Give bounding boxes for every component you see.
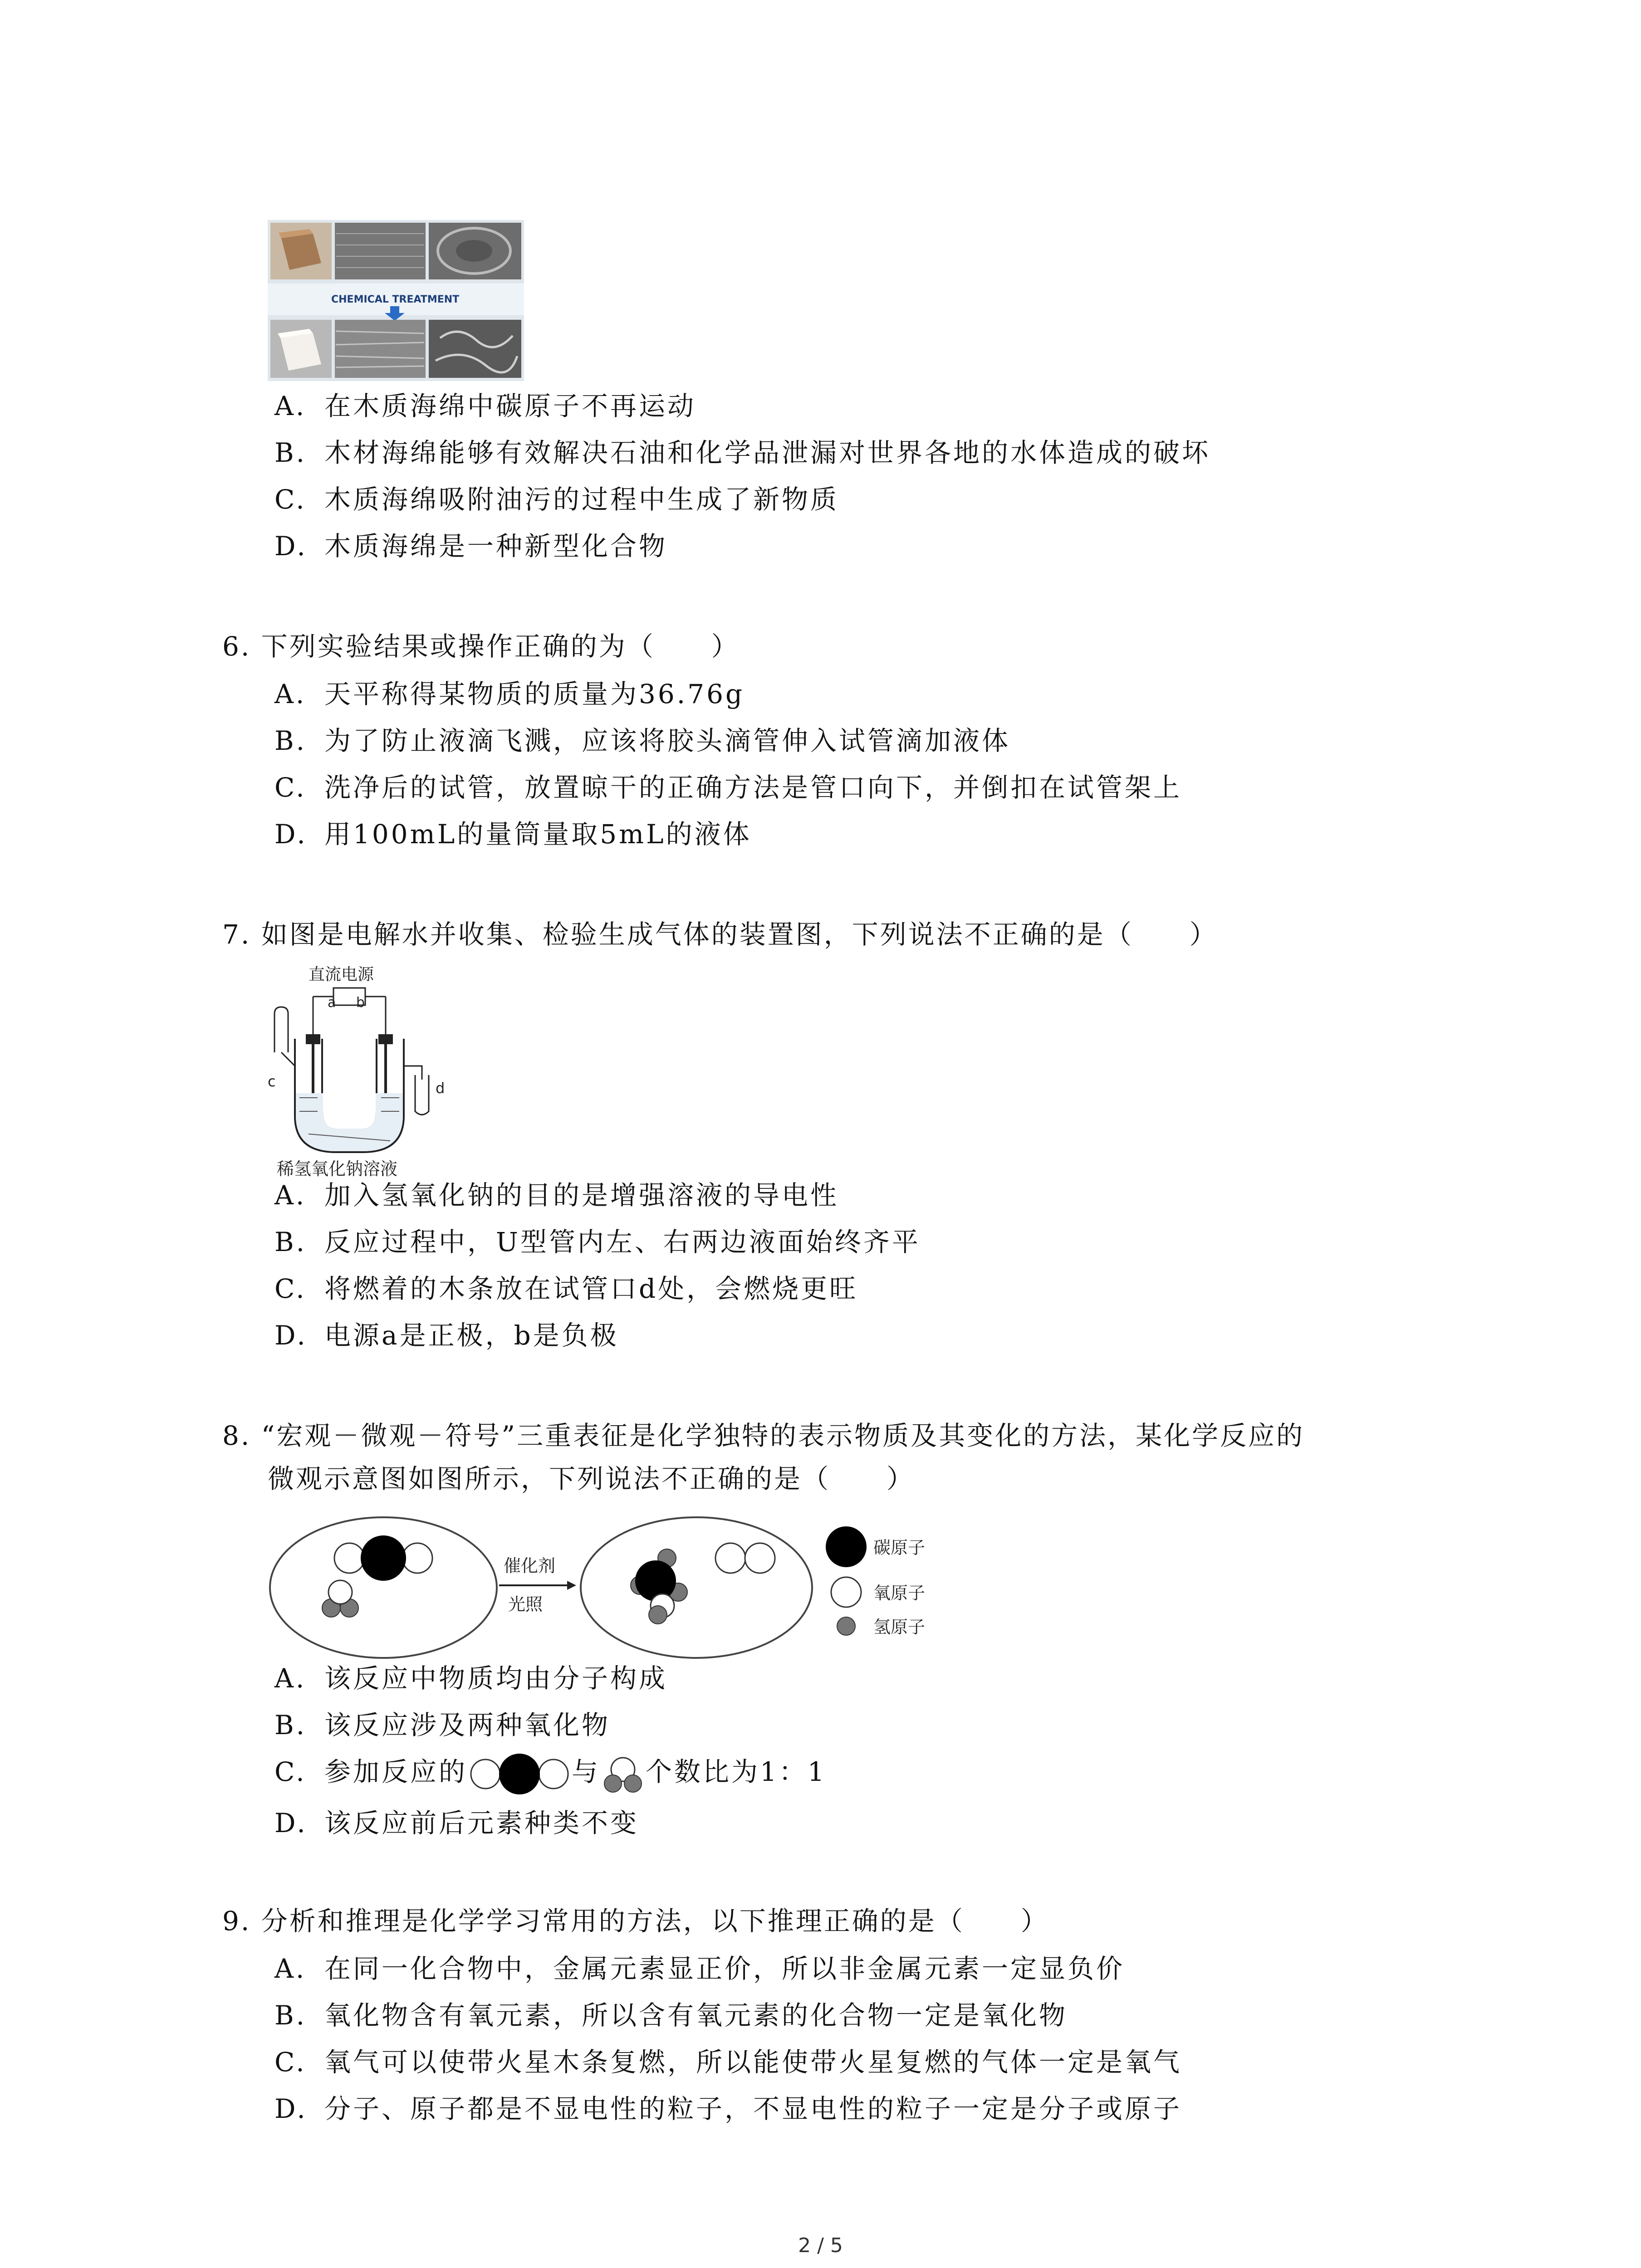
label-c: c [268, 1073, 276, 1090]
page-number: 2 / 5 [798, 2234, 843, 2257]
q6-title: 6. 下列实验结果或操作正确的为（ ） [222, 631, 740, 662]
q8-option-c: C. 参加反应的 与 个数比为1：1 [274, 1754, 827, 1794]
electrode-a-label: a [328, 995, 336, 1011]
q9-option-d: D. 分子、原子都是不显电性的粒子，不显电性的粒子一定是分子或原子 [274, 2093, 1182, 2124]
q9-title: 9. 分析和推理是化学学习常用的方法，以下推理正确的是（ ） [222, 1906, 1049, 1936]
q9-option-b: B. 氧化物含有氧元素，所以含有氧元素的化合物一定是氧化物 [274, 2000, 1068, 2031]
legend-carbon: 碳原子 [873, 1538, 926, 1558]
q6-option-c: C. 洗净后的试管，放置晾干的正确方法是管口向下，并倒扣在试管架上 [274, 772, 1182, 803]
q8-title-line1: 8. “宏观－微观－符号”三重表征是化学独特的表示物质及其变化的方法，某化学反应的 [222, 1420, 1305, 1451]
q6-option-d: D. 用100mL的量筒量取5mL的液体 [274, 819, 752, 850]
q5-option-b: B. 木材海绵能够有效解决石油和化学品泄漏对世界各地的水体造成的破坏 [274, 437, 1211, 468]
q8-title-line2: 微观示意图如图所示，下列说法不正确的是（ ） [268, 1463, 915, 1494]
electrolysis-apparatus-diagram [268, 962, 458, 1179]
condition-top: 催化剂 [504, 1556, 556, 1576]
q7-option-c: C. 将燃着的木条放在试管口d处，会燃烧更旺 [274, 1273, 858, 1304]
legend-oxygen: 氧原子 [873, 1583, 926, 1603]
water-molecule-icon [600, 1754, 646, 1794]
q8-option-a: A. 该反应中物质均由分子构成 [274, 1663, 668, 1694]
wood-sponge-photo [268, 220, 524, 381]
q7-title: 7. 如图是电解水并收集、检验生成气体的装置图，下列说法不正确的是（ ） [222, 919, 1218, 950]
q5-option-c: C. 木质海绵吸附油污的过程中生成了新物质 [274, 484, 839, 515]
co2-molecule-icon [467, 1754, 572, 1794]
power-label: 直流电源 [309, 965, 374, 984]
q6-option-a: A. 天平称得某物质的质量为36.76g [274, 679, 745, 709]
solution-label: 稀氢氧化钠溶液 [277, 1159, 398, 1179]
legend-hydrogen: 氢原子 [873, 1617, 926, 1637]
q9-option-a: A. 在同一化合物中，金属元素显正价，所以非金属元素一定显负价 [274, 1953, 1125, 1984]
label-d: d [436, 1080, 445, 1097]
q5-option-d: D. 木质海绵是一种新型化合物 [274, 531, 668, 562]
q7-option-a: A. 加入氢氧化钠的目的是增强溶液的导电性 [274, 1180, 839, 1211]
q8-option-b: B. 该反应涉及两种氧化物 [274, 1710, 611, 1740]
q7-option-d: D. 电源a是正极，b是负极 [274, 1320, 619, 1351]
q6-option-b: B. 为了防止液滴飞溅，应该将胶头滴管伸入试管滴加液体 [274, 725, 1011, 756]
q9-option-c: C. 氧气可以使带火星木条复燃，所以能使带火星复燃的气体一定是氧气 [274, 2047, 1182, 2077]
q7-option-b: B. 反应过程中，U型管内左、右两边液面始终齐平 [274, 1227, 921, 1257]
treatment-label: CHEMICAL TREATMENT [331, 294, 460, 305]
q5-option-a: A. 在木质海绵中碳原子不再运动 [274, 391, 696, 421]
q8-option-d: D. 该反应前后元素种类不变 [274, 1808, 639, 1838]
reaction-micro-diagram [268, 1513, 948, 1662]
condition-bottom: 光照 [508, 1594, 543, 1614]
electrode-b-label: b [356, 995, 365, 1011]
